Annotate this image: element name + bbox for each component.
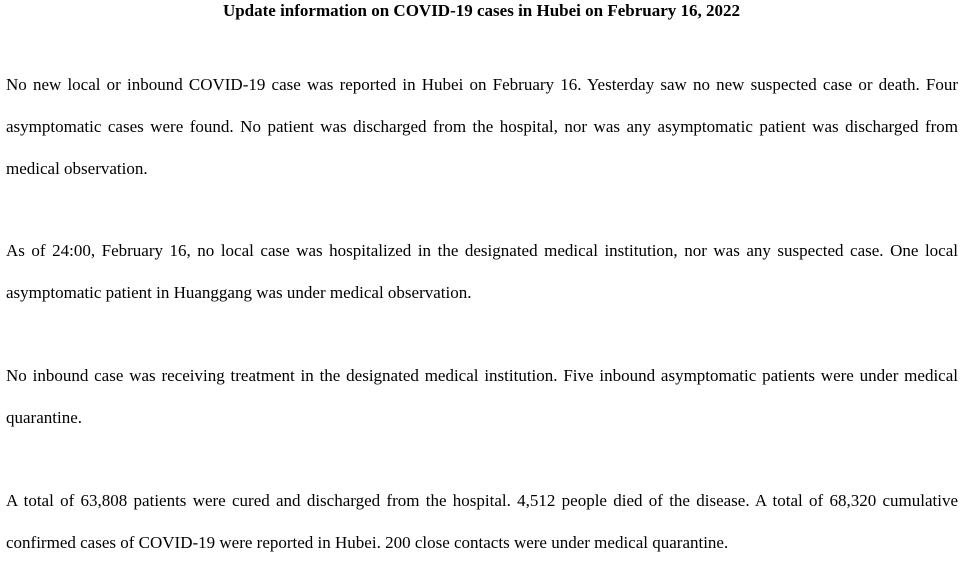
paragraph-local-status: As of 24:00, February 16, no local case was hospitalized in the designated medical institution, nor was any suspected case. One local asymptomatic patient in Huanggang was under medical observation.: [6, 241, 958, 302]
paragraph-cumulative-totals: A total of 63,808 patients were cured and discharged from the hospital. 4,512 people died of the disease. A total of 68,320 cumulative confirmed cases of COVID-19 were reported in Hubei. 200 close contacts were under medical quarantine.: [6, 491, 958, 552]
document-title: Update information on COVID-19 cases in Hubei on February 16, 2022: [222, 1, 741, 20]
paragraph-inbound-status: No inbound case was receiving treatment in the designated medical institution. Five inbound asymptomatic patients were under medical quarantine.: [6, 366, 958, 427]
paragraph-new-cases: No new local or inbound COVID-19 case was reported in Hubei on February 16. Yesterday saw no new suspected case or death. Four asymptomatic cases were found. No patient was discharged from the hospital, nor was any asymptomatic patient was discharged from medical observation.: [6, 75, 958, 178]
